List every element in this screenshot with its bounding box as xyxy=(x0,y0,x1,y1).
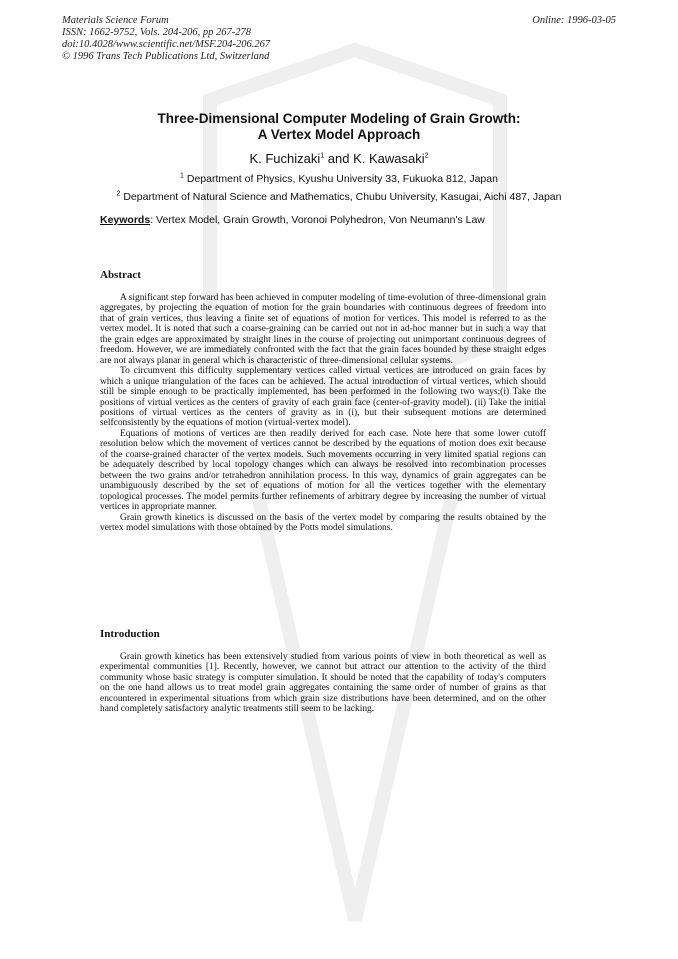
title-line-1: Three-Dimensional Computer Modeling of Grain Growth: xyxy=(157,111,521,126)
abstract-paragraph: Equations of motions of vertices are then readily derived for each case. Note here that some lower cutoff resolution below which the movement of vertices cannot be described by the equations of motion does exit because of the coarse-grained character of the vertex models. Such movements occurring in very limited spatial regions can be adequately described by local topology changes which can always be resolved into recombination processes between the two grains and/or tetrahedron annihilation process. In this way, dynamics of grain aggregates can be unambiguously described by the set of equations of motion for all the vertices together with the elementary topological processes. The model permits further refinements of arbitrary degree by increasing the number of virtual vertices in appropriate manner. xyxy=(100,428,546,513)
affiliation-1 xyxy=(0,173,678,185)
abstract-paragraph: A significant step forward has been achieved in computer modeling of time-evolution of three-dimensional grain aggregates, by projecting the equation of motion for the grain boundaries with continuous degrees of freedom into that of grain vertices, thus leaving a finite set of equations of motion for vertices. This model is referred to as the vertex model. It is noted that such a coarse-graining can be carried out not in ad-hoc manner but in such a way that the grain edges are approximated by straight lines in the course of projecting out unimportant continuous degrees of freedom. However, we are immediately confronted with the fact that the grain faces bounded by these straight edges are not always planar in general which is characteristic of three-dimensional cellular systems. xyxy=(100,293,546,366)
affiliation-1-mark: 1 xyxy=(180,172,184,180)
affiliation-2 xyxy=(0,191,678,203)
title-line-2: A Vertex Model Approach xyxy=(257,127,421,142)
keywords-text: : Vertex Model, Grain Growth, Voronoi Polyhedron, Von Neumann's Law xyxy=(150,214,485,226)
keywords-label: Keywords xyxy=(100,214,151,226)
online-date: Online: 1996-03-05 xyxy=(532,15,616,26)
doi-line: doi:10.4028/www.scientific.net/MSF.204-206.267 xyxy=(62,39,271,50)
author-1: K. Fuchizaki xyxy=(249,151,321,166)
keywords-line xyxy=(100,214,485,226)
abstract-heading: Abstract xyxy=(100,269,141,281)
author-list xyxy=(0,151,678,166)
introduction-paragraph: Grain growth kinetics has been extensively studied from various points of view in both theoretical as well as experimental communities [1]. Recently, however, we cannot but attract our attention to the activity of the third community whose basic strategy is computer simulation. It should be noted that the capability of today's computers on the one hand allows us to treat model grain aggregates containing the same order of number of grains as that encountered in experimental situations from which grain size distributions have been determined, and on the other hand completely satisfactory analytic treatments still seem to be lacking. xyxy=(100,652,546,715)
affiliation-1-text: Department of Physics, Kyushu University 33, Fukuoka 812, Japan xyxy=(183,173,498,185)
abstract-body xyxy=(100,293,546,533)
affiliation-2-text: Department of Natural Science and Mathematics, Chubu University, Kasugai, Aichi 487, Japan xyxy=(120,191,562,203)
publication-meta xyxy=(62,15,270,63)
introduction-heading: Introduction xyxy=(100,628,160,640)
copyright-line: © 1996 Trans Tech Publications Ltd, Switzerland xyxy=(62,51,270,62)
affiliation-2-mark: 2 xyxy=(116,190,121,198)
author-conjunction: and xyxy=(324,151,354,166)
paper-title xyxy=(0,111,678,143)
author-2-affil-mark: 2 xyxy=(424,152,429,160)
author-2: K. Kawasaki xyxy=(353,151,425,166)
abstract-paragraph: To circumvent this difficulty supplementary vertices called virtual vertices are introduced on grain faces by which a unique triangulation of the faces can be achieved. The actual introduction of virtual vertices, which should still be simple enough to be practically implemented, has been performed in the following two ways;(i) Take the positions of virtual vertices as the centers of gravity of each grain face (center-of-gravity model). (ii) Take the initial positions of virtual vertices as the centers of gravity as in (i), but their subsequent motions are determined selfconsistently by the equations of motion (virtual-vertex model). xyxy=(100,366,546,429)
author-1-affil-mark: 1 xyxy=(320,152,325,160)
journal-name: Materials Science Forum xyxy=(62,15,169,26)
introduction-body xyxy=(100,652,546,715)
issn-line: ISSN: 1662-9752, Vols. 204-206, pp 267-278 xyxy=(62,27,251,38)
abstract-paragraph: Grain growth kinetics is discussed on the basis of the vertex model by comparing the results obtained by the vertex model simulations with those obtained by the Potts model simulations. xyxy=(100,512,546,533)
